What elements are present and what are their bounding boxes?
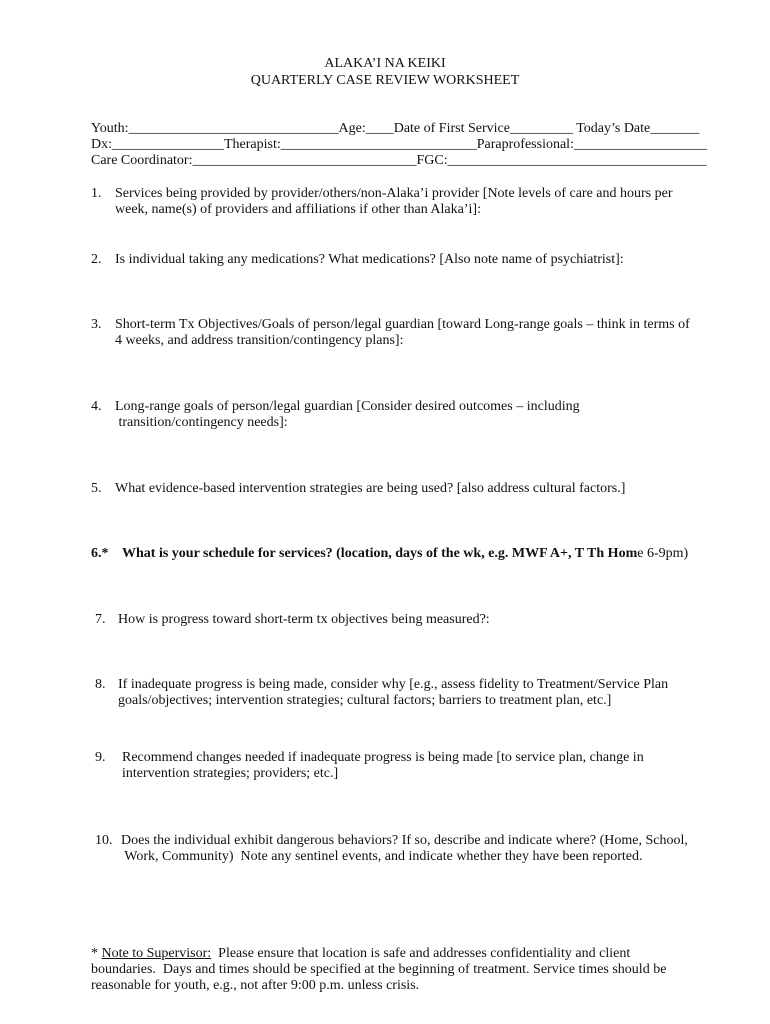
question-number: 9. <box>95 750 106 765</box>
question-text: If inadequate progress is being made, consider why [e.g., assess fidelity to Treatment/Service Plan <box>118 677 669 692</box>
question-number: 5. <box>91 481 102 496</box>
field-line-dx: Dx:________________Therapist:____________________________Paraprofessional:___________________ <box>91 137 707 152</box>
question-number: 2. <box>91 252 102 267</box>
question-text-cont: goals/objectives; intervention strategies; cultural factors; barriers to treatment plan, etc.] <box>118 693 612 708</box>
supervisor-note-line-1 <box>91 946 630 962</box>
question-text: Recommend changes needed if inadequate progress is being made [to service plan, change in <box>122 750 644 765</box>
question-text: How is progress toward short-term tx objectives being measured?: <box>118 612 490 627</box>
question-number: 3. <box>91 317 102 332</box>
question-text-cont: Work, Community) Note any sentinel events, and indicate whether they have been reported. <box>121 849 643 864</box>
question-text: What evidence-based intervention strategies are being used? [also address cultural factors.] <box>115 481 626 496</box>
question-text-cont: 4 weeks, and address transition/contingency plans]: <box>115 333 404 348</box>
supervisor-note-line-2: boundaries. Days and times should be specified at the beginning of treatment. Service times should be <box>91 962 667 977</box>
note-star: * <box>91 946 98 961</box>
question-text-cont: week, name(s) of providers and affiliations if other than Alaka’i]: <box>115 202 481 217</box>
question-text <box>122 546 688 562</box>
question-number: 1. <box>91 186 102 201</box>
note-text: Please ensure that location is safe and addresses confidentiality and client <box>211 946 631 961</box>
supervisor-note-line-3: reasonable for youth, e.g., not after 9:00 p.m. unless crisis. <box>91 978 420 993</box>
question-number: 10. <box>95 833 113 848</box>
question-text: Is individual taking any medications? What medications? [Also note name of psychiatrist]: <box>115 252 624 267</box>
question-text: Does the individual exhibit dangerous behaviors? If so, describe and indicate where? (Home, School, <box>121 833 688 848</box>
document-title: ALAKA’I NA KEIKI <box>324 56 446 71</box>
question-number: 4. <box>91 399 102 414</box>
question-text-cont: intervention strategies; providers; etc.] <box>122 766 339 781</box>
question-text: Short-term Tx Objectives/Goals of person/legal guardian [toward Long-range goals – think in terms of <box>115 317 690 332</box>
document-subtitle: QUARTERLY CASE REVIEW WORKSHEET <box>250 73 520 88</box>
note-label: Note to Supervisor: <box>101 946 212 961</box>
question-text: Long-range goals of person/legal guardian [Consider desired outcomes – including <box>115 399 580 414</box>
question-number: 7. <box>95 612 106 627</box>
question-number: 8. <box>95 677 106 692</box>
question-text: Services being provided by provider/others/non-Alaka’i provider [Note levels of care and hours per <box>115 186 673 201</box>
question-text-cont: transition/contingency needs]: <box>115 415 288 430</box>
field-line-care-coordinator: Care Coordinator:________________________________FGC:_____________________________________ <box>91 153 707 168</box>
question-number: 6.* <box>91 546 109 561</box>
question-text-tail: e 6-9pm) <box>637 546 689 561</box>
question-text-bold: What is your schedule for services? (location, days of the wk, e.g. MWF A+, T Th Hom <box>122 546 638 561</box>
field-line-youth: Youth:______________________________Age:____Date of First Service_________ Today’s Date_______ <box>91 121 700 136</box>
